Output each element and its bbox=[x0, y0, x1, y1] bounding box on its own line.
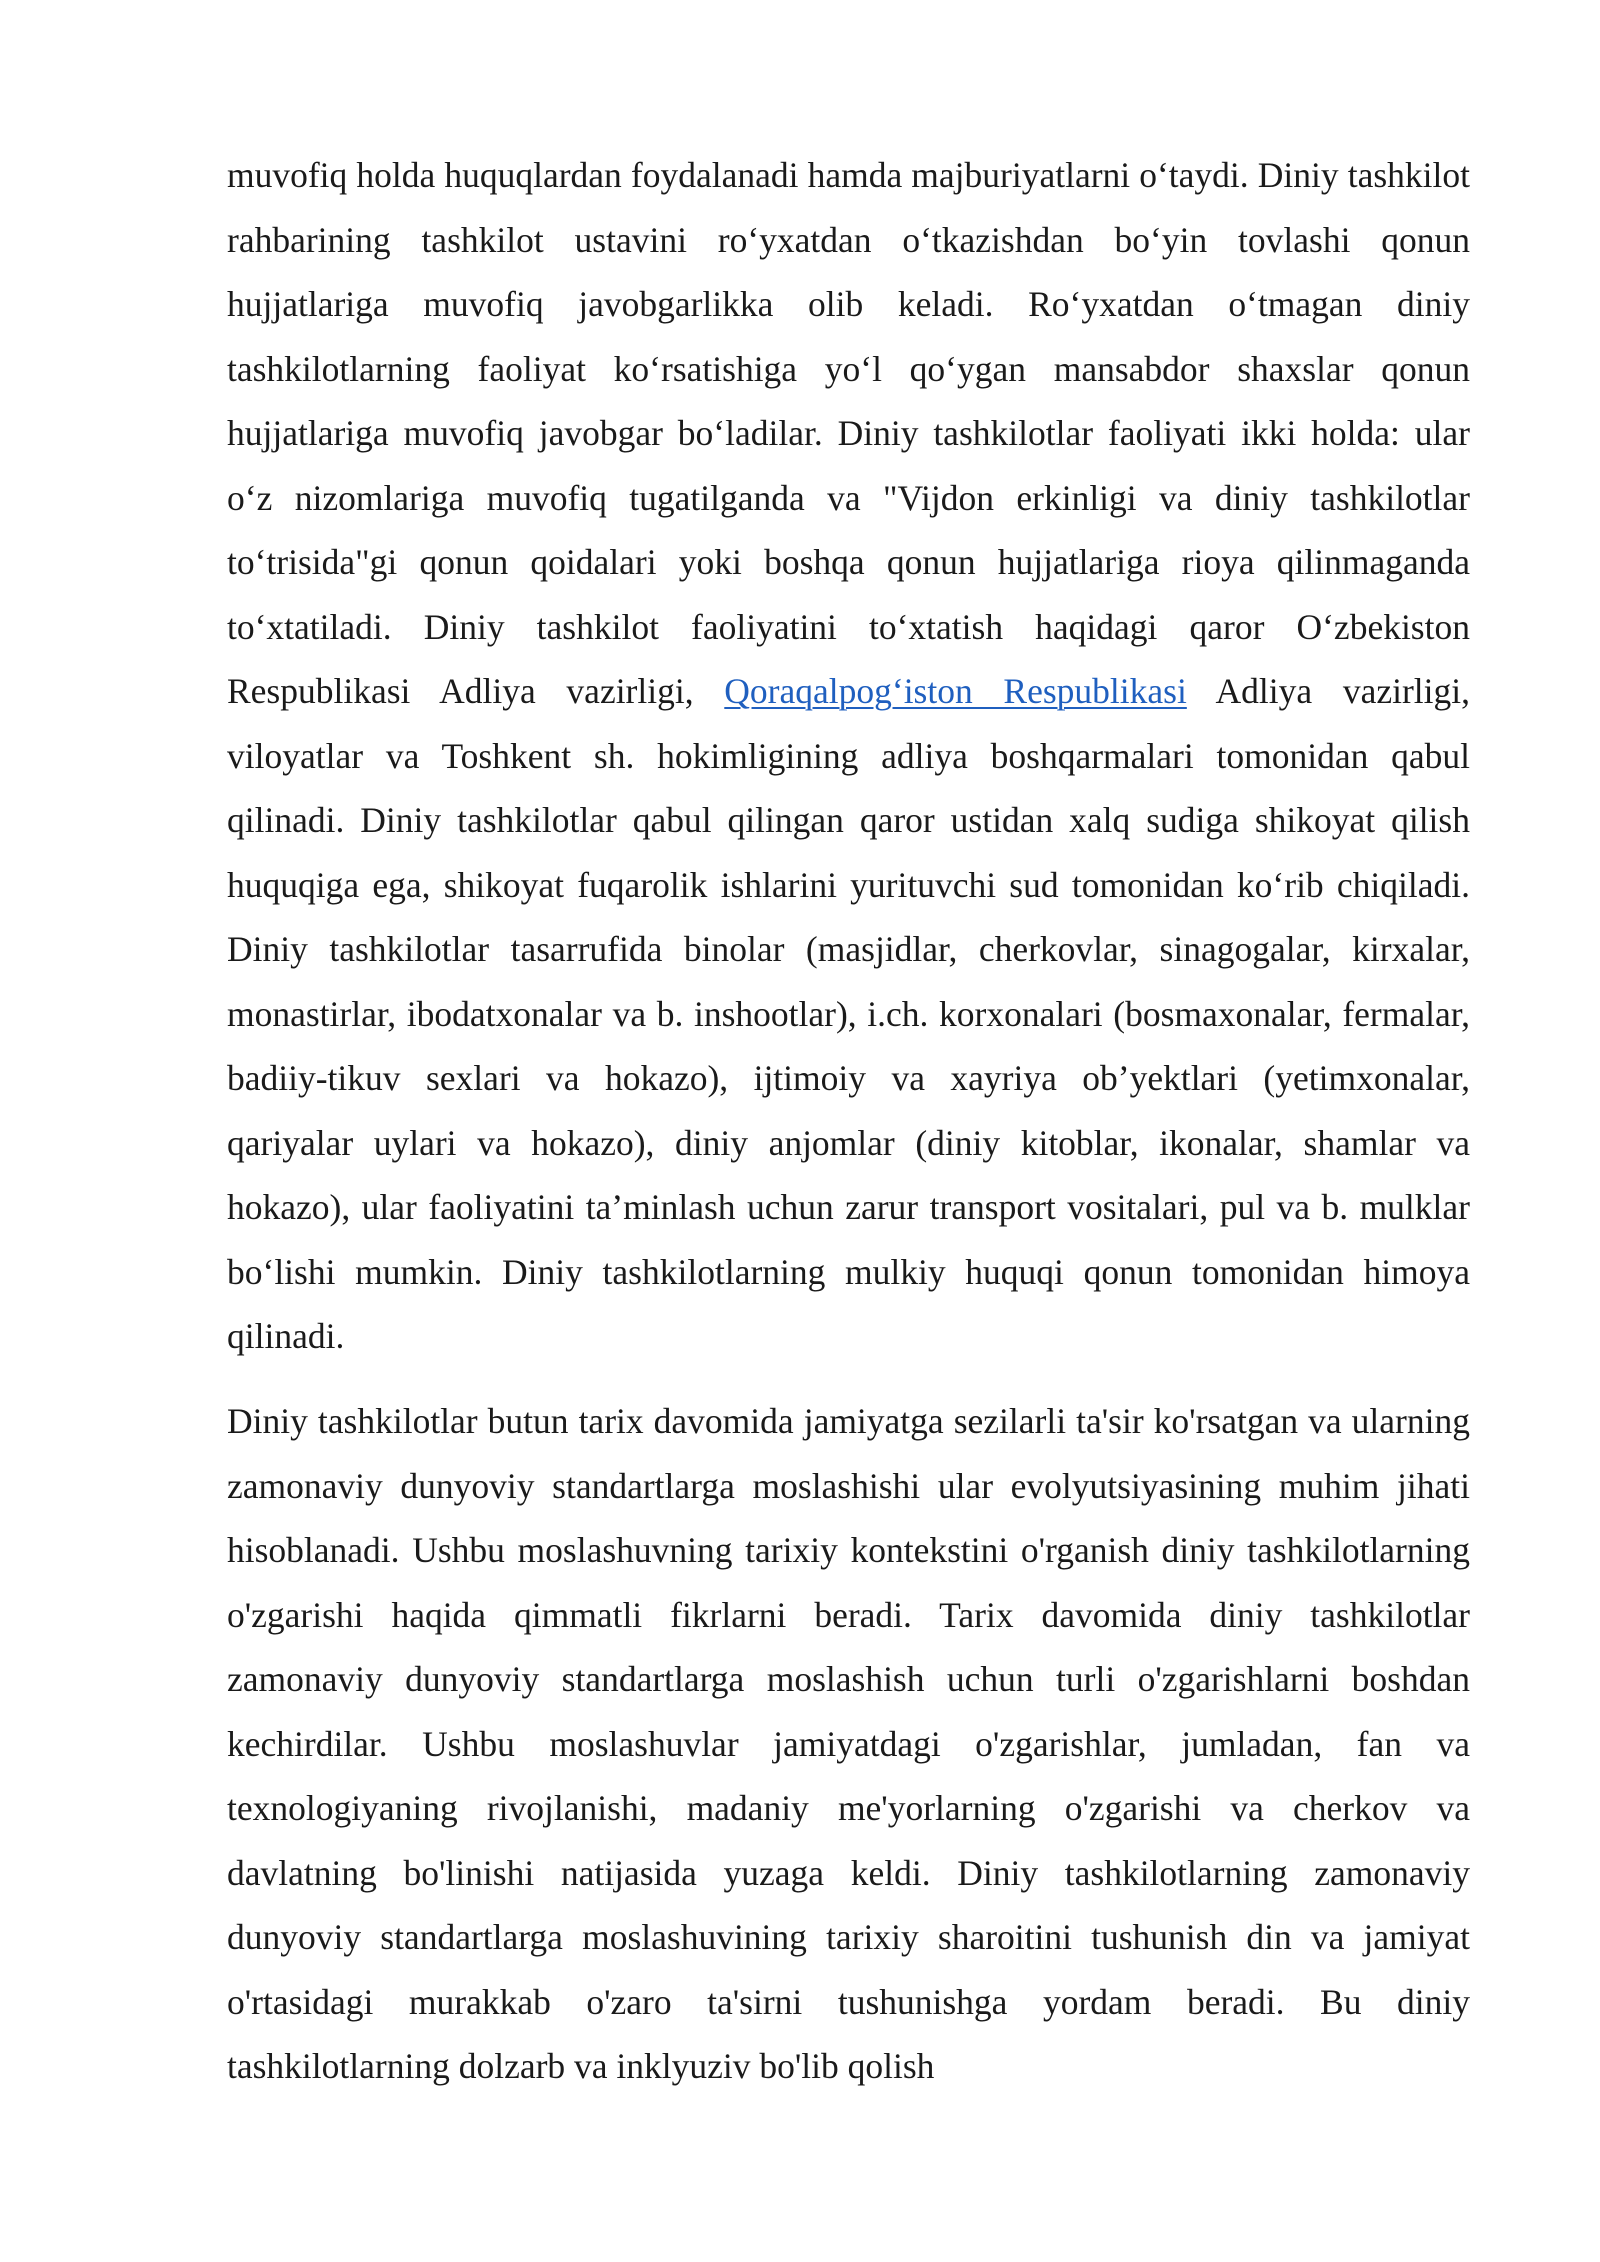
paragraph-1 bbox=[227, 143, 1470, 1369]
paragraph-2: Diniy tashkilotlar butun tarix davomida jamiyatga sezilarli ta'sir ko'rsatgan va ularning zamonaviy dunyoviy standartlarga moslashishi ular evolyutsiyasining muhim jihati hisoblanadi. Ushbu moslashuvning tarixiy kontekstini o'rganish diniy tashkilotlarning o'zgarishi haqida qimmatli fikrlarni beradi. Tarix davomida diniy tashkilotlar zamonaviy dunyoviy standartlarga moslashish uchun turli o'zgarishlarni boshdan kechirdilar. Ushbu moslashuvlar jamiyatdagi o'zgarishlar, jumladan, fan va texnologiyaning rivojlanishi, madaniy me'yorlarning o'zgarishi va cherkov va davlatning bo'linishi natijasida yuzaga keldi. Diniy tashkilotlarning zamonaviy dunyoviy standartlarga moslashuvining tarixiy sharoitini tushunish din va jamiyat o'rtasidagi murakkab o'zaro ta'sirni tushunishga yordam beradi. Bu diniy tashkilotlarning dolzarb va inklyuziv bo'lib qolish bbox=[227, 1401, 1470, 2086]
paragraph-1-text-start: muvofiq holda huquqlardan foydalanadi hamda majburiyatlarni o‘taydi. Diniy tashkilot rahbarining tashkilot ustavini ro‘yxatdan o‘tkazishdan bo‘yin tovlashi qonun hujjatlariga muvofiq javobgarlikka olib keladi. Ro‘yxatdan o‘tmagan diniy tashkilotlarning faoliyat ko‘rsatishiga yo‘l qo‘ygan mansabdor shaxslar qonun hujjatlariga muvofiq javobgar bo‘ladilar. Diniy tashkilotlar faoliyati ikki holda: ular o‘z nizomlariga muvofiq tugatilganda va "Vijdon erkinligi va diniy tashkilotlar to‘trisida"gi qonun qoidalari yoki boshqa qonun hujjatlariga rioya qilinmaganda to‘xtatiladi. Diniy tashkilot faoliyatini to‘xtatish haqidagi qaror O‘zbekiston Respublikasi Adliya vazirligi, bbox=[227, 155, 1470, 711]
qoraqalpogiston-link[interactable]: Qoraqalpog‘iston Respublikasi bbox=[724, 671, 1187, 711]
paragraph-1-text-end: Adliya vazirligi, viloyatlar va Toshkent sh. hokimligining adliya boshqarmalari tomonidan qabul qilinadi. Diniy tashkilotlar qabul qilingan qaror ustidan xalq sudiga shikoyat qilish huquqiga ega, shikoyat fuqarolik ishlarini yurituvchi sud tomonidan ko‘rib chiqiladi. Diniy tashkilotlar tasarrufida binolar (masjidlar, cherkovlar, sinagogalar, kirxalar, monastirlar, ibodatxonalar va b. inshootlar), i.ch. korxonalari (bosmaxonalar, fermalar, badiiy-tikuv sexlari va hokazo), ijtimoiy va xayriya ob’yektlari (yetimxonalar, qariyalar uylari va hokazo), diniy anjomlar (diniy kitoblar, ikonalar, shamlar va hokazo), ular faoliyatini ta’minlash uchun zarur transport vositalari, pul va b. mulklar bo‘lishi mumkin. Diniy tashkilotlarning mulkiy huquqi qonun tomonidan himoya qilinadi. bbox=[227, 671, 1471, 1356]
